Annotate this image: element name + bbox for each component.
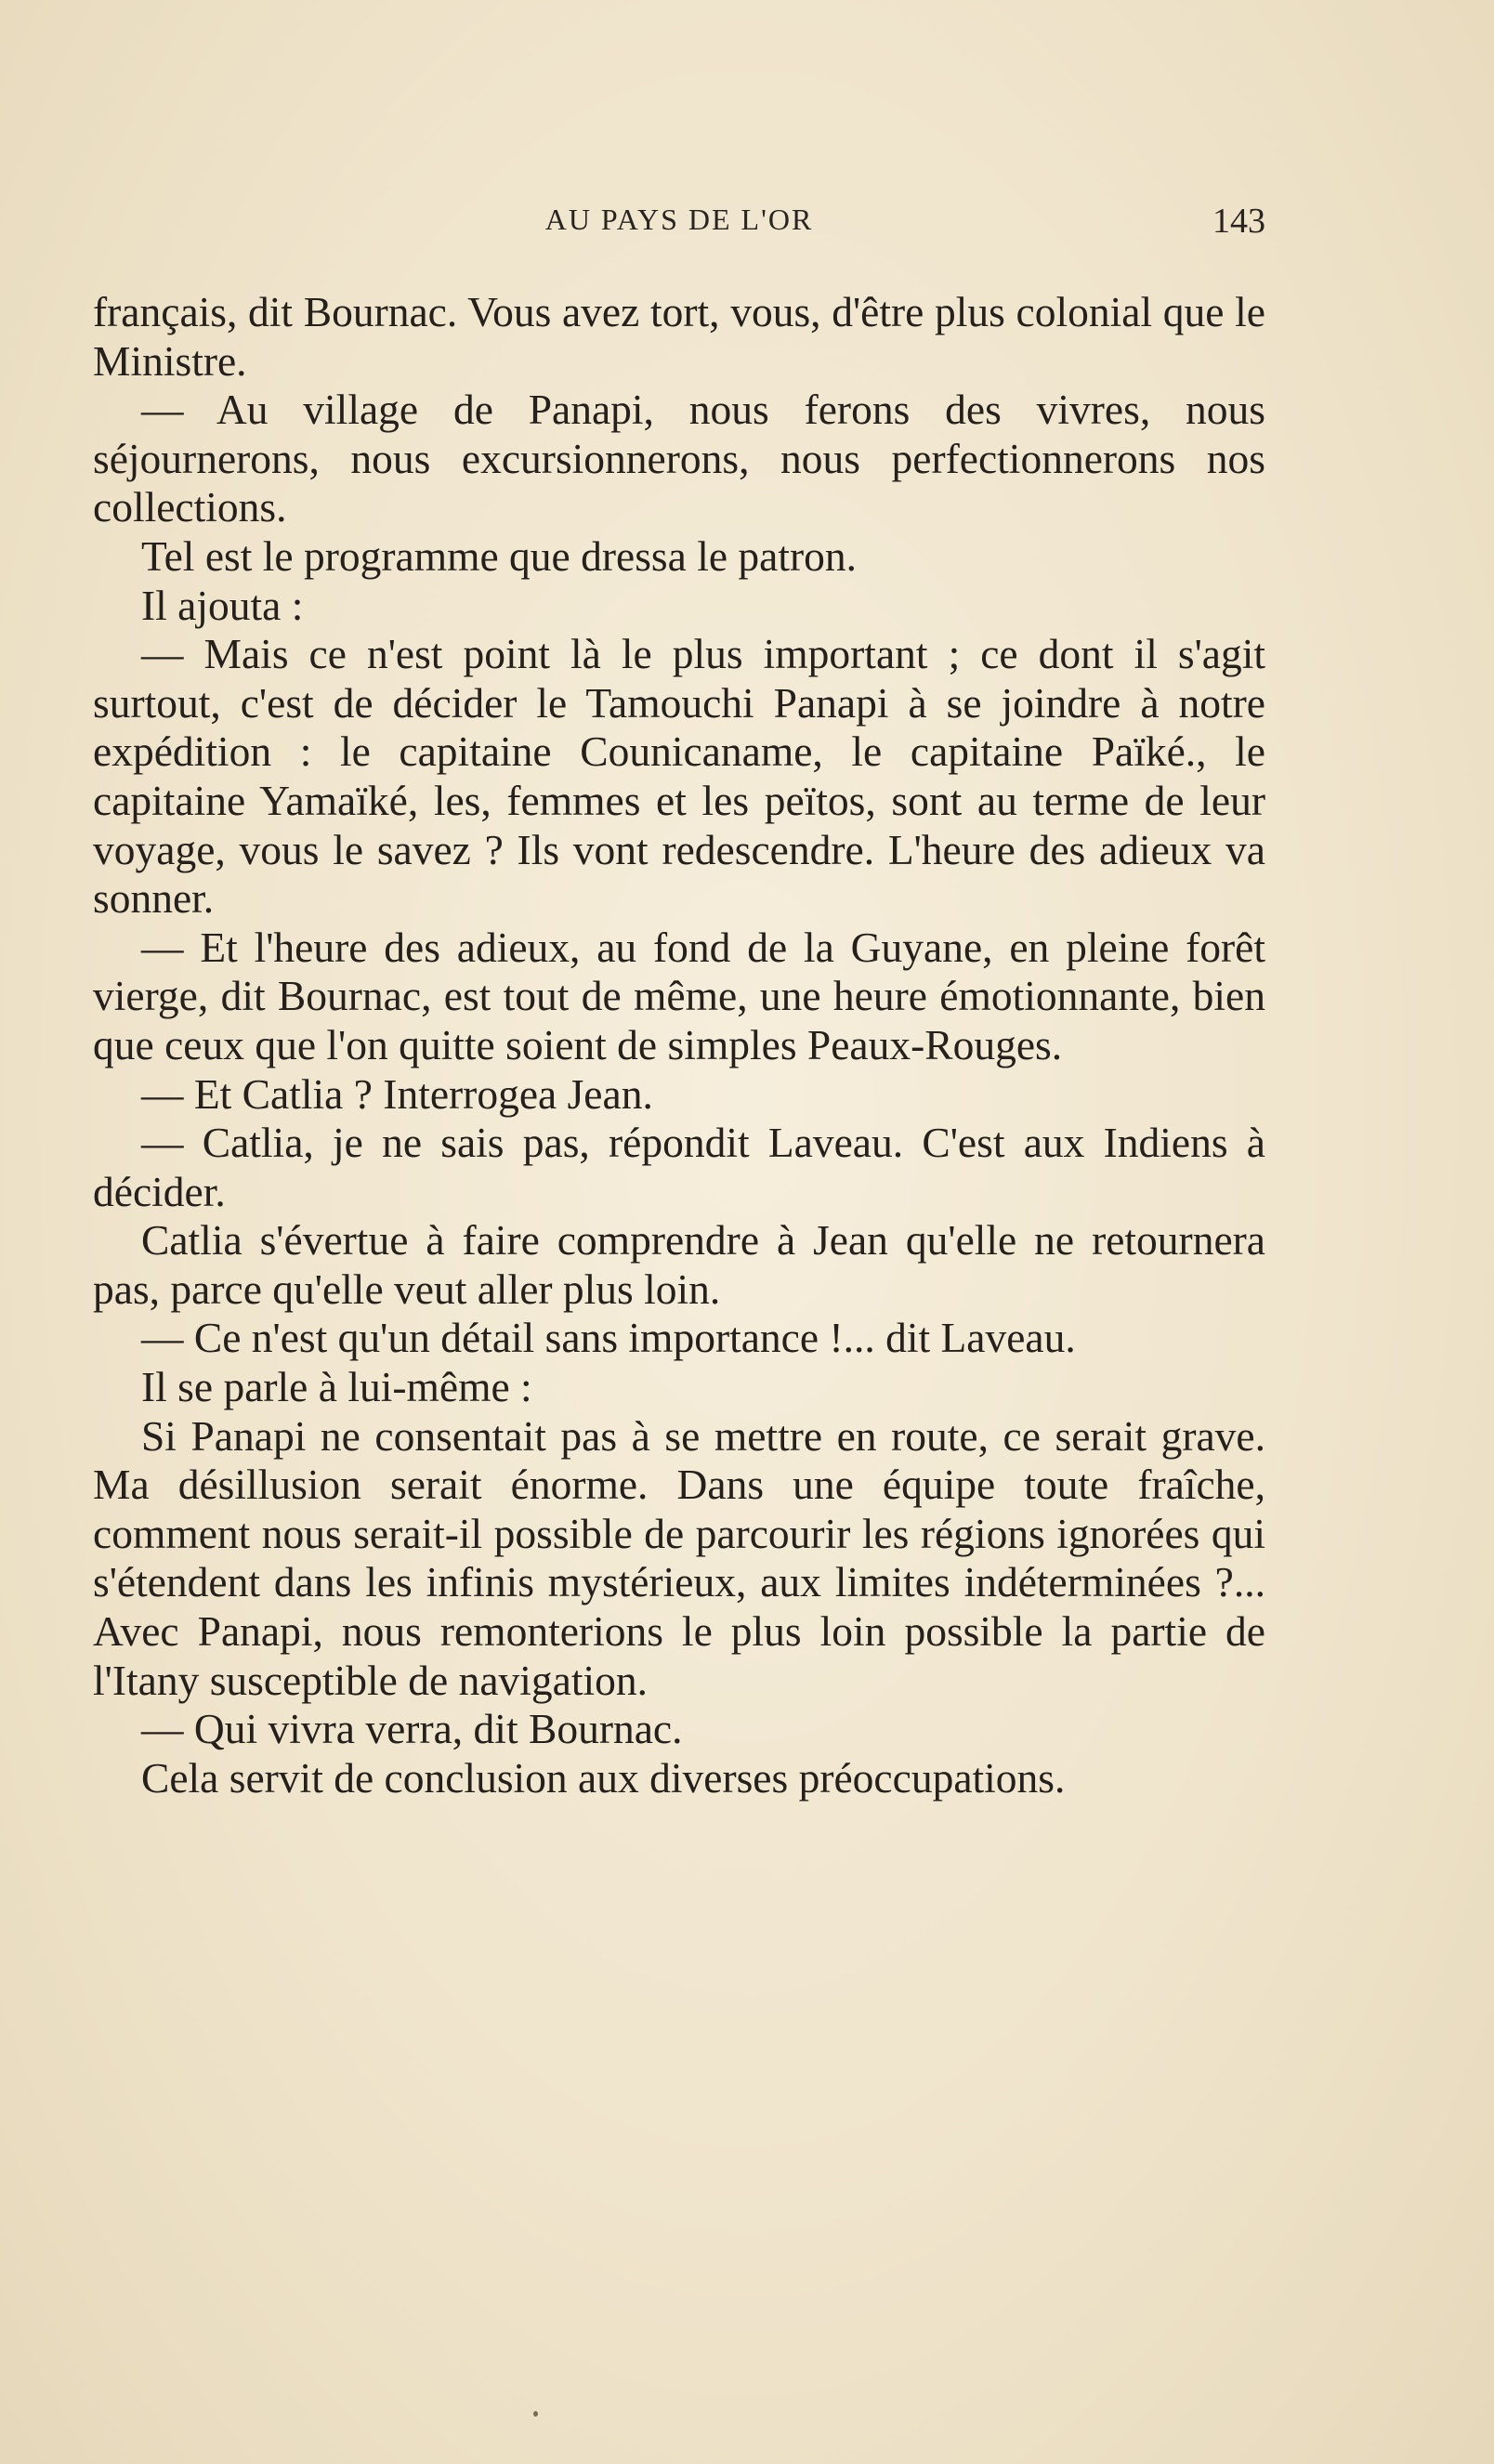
paper-speck	[533, 2411, 538, 2417]
page-header	[93, 203, 1265, 249]
paragraph: — Au village de Panapi, nous ferons des vivres, nous séjournerons, nous excursionnerons, nous perfectionnerons nos collections.	[93, 386, 1265, 531]
paragraph: Catlia s'évertue à faire comprendre à Jean qu'elle ne retournera pas, parce qu'elle veut aller plus loin.	[93, 1216, 1265, 1313]
paragraph: — Et l'heure des adieux, au fond de la Guyane, en pleine forêt vierge, dit Bournac, est tout de même, une heure émotionnante, bien que ceux que l'on quitte soient de simples Peaux-Rouges.	[93, 923, 1265, 1068]
paragraph: — Ce n'est qu'un détail sans importance !... dit Laveau.	[141, 1314, 1076, 1362]
paragraph: Tel est le programme que dressa le patron.	[141, 531, 858, 580]
paragraph: Il ajouta :	[141, 581, 304, 629]
paragraph: — Mais ce n'est point là le plus important ; ce dont il s'agit surtout, c'est de décider le Tamouchi Panapi à se joindre à notre expédition : le capitaine Counicaname, le capitaine Païké., le capitaine Yamaïké, les, femmes et les peïtos, sont au terme de leur voyage, vous le savez ? Ils vont redescendre. L'heure des adieux va sonner.	[93, 630, 1265, 923]
paragraph: — Qui vivra verra, dit Bournac.	[141, 1705, 683, 1753]
paragraph: Si Panapi ne consentait pas à se mettre en route, ce serait grave. Ma désillusion serait énorme. Dans une équipe toute fraîche, comment nous serait-il possible de parcourir les régions ignorées qui s'étendent dans les infinis mystérieux, aux limites indéterminées ?... Avec Panapi, nous remonterions le plus loin possible la partie de l'Itany susceptible de navigation.	[93, 1411, 1265, 1704]
running-title: AU PAYS DE L'OR	[544, 203, 814, 236]
paragraph: Il se parle à lui-même :	[141, 1363, 532, 1411]
page-number: 143	[1212, 202, 1265, 241]
paragraph: Cela servit de conclusion aux diverses préoccupations.	[141, 1753, 1066, 1802]
body-text	[93, 288, 1265, 1802]
paragraph: — Et Catlia ? Interrogea Jean.	[141, 1069, 653, 1118]
paragraph: — Catlia, je ne sais pas, répondit Laveau. C'est aux Indiens à décider.	[93, 1119, 1265, 1215]
paragraph: français, dit Bournac. Vous avez tort, vous, d'être plus colonial que le Ministre.	[93, 288, 1265, 385]
